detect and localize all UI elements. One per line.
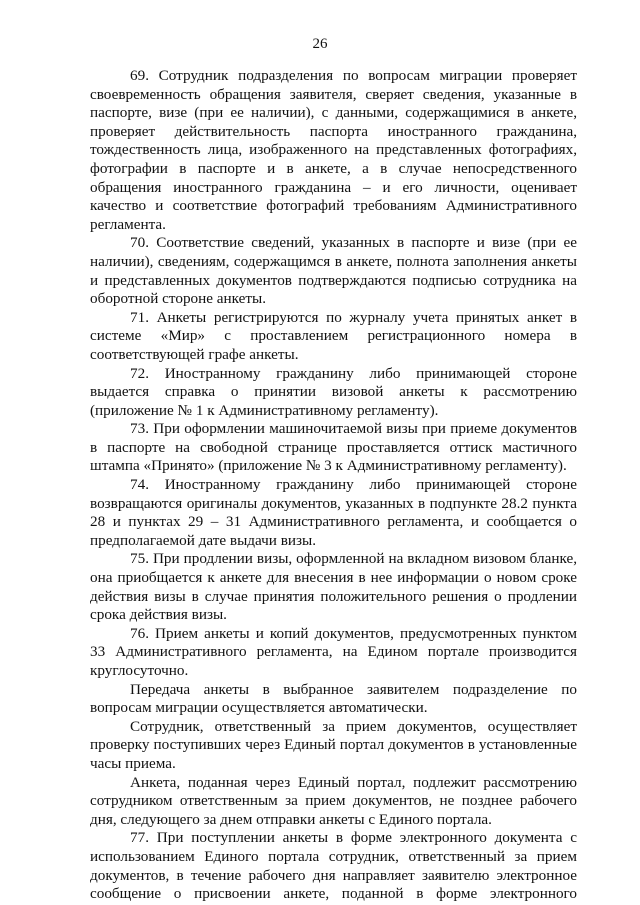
- paragraph-74: 74. Иностранному гражданину либо принимающей стороне возвращаются оригиналы документов, указанных в подпункте 28.2 пункта 28 и пунктах 29 – 31 Административного регламента, и сообщается о предполагаемой дате выдачи визы.: [90, 476, 577, 549]
- paragraph-73: 73. При оформлении машиночитаемой визы при приеме документов в паспорте на свободной странице проставляется оттиск мастичного штампа «Принято» (приложение № 3 к Административному регламенту).: [90, 420, 577, 475]
- paragraph-69: 69. Сотрудник подразделения по вопросам миграции проверяет своевременность обращения заявителя, сверяет сведения, указанные в паспорте, визе (при ее наличии), с данными, содержащимися в анкете, проверяет действительность паспорта иностранного гражданина, тождественность лица, изображенного на представленных фотографиях, фотографии в паспорте и в анкете, а в случае непосредственного обращения иностранного гражданина – и его личности, оценивает качество и соответствие фотографий требованиям Административного регламента.: [90, 67, 577, 233]
- paragraph-76-employee: Сотрудник, ответственный за прием документов, осуществляет проверку поступивших через Единый портал документов в установленные часы приема.: [90, 717, 577, 772]
- paragraph-76: 76. Прием анкеты и копий документов, предусмотренных пунктом 33 Административного регламента, на Едином портале производится круглосуточно.: [90, 624, 577, 679]
- document-body: [90, 67, 577, 904]
- paragraph-75: 75. При продлении визы, оформленной на вкладном визовом бланке, она приобщается к анкете для внесения в нее информации о новом сроке действия визы в случае принятия положительного решения о продлении срока действия визы.: [90, 550, 577, 624]
- paragraph-71: 71. Анкеты регистрируются по журналу учета принятых анкет в системе «Мир» с проставлением регистрационного номера в соответствующей графе анкеты.: [90, 308, 577, 363]
- paragraph-76-review: Анкета, поданная через Единый портал, подлежит рассмотрению сотрудником ответственным за прием документов, не позднее рабочего дня, следующего за днем отправки анкеты с Единого портала.: [90, 773, 577, 828]
- paragraph-72: 72. Иностранному гражданину либо принимающей стороне выдается справка о принятии визовой анкеты к рассмотрению (приложение № 1 к Административному регламенту).: [90, 364, 577, 419]
- page-number: 26: [312, 36, 328, 52]
- paragraph-70: 70. Соответствие сведений, указанных в паспорте и визе (при ее наличии), сведениям, содержащимся в анкете, полнота заполнения анкеты и представленных документов подтверждаются подписью сотрудника на оборотной стороне анкеты.: [90, 234, 577, 308]
- paragraph-76-transfer: Передача анкеты в выбранное заявителем подразделение по вопросам миграции осуществляется автоматически.: [90, 680, 577, 717]
- paragraph-77: 77. При поступлении анкеты в форме электронного документа с использованием Единого портала сотрудник, ответственный за прием документов, в течение рабочего дня направляет заявителю электронное сообщение о присвоении анкете, поданной в форме электронного: [90, 829, 577, 903]
